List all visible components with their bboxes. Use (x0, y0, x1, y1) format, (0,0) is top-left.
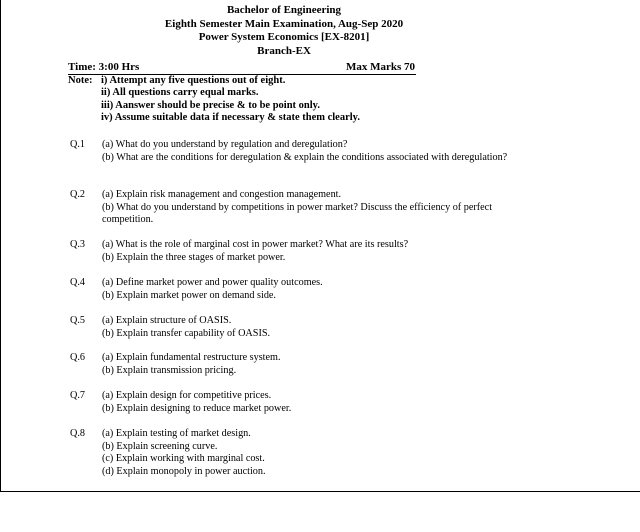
question-part: (a) Explain design for competitive prices. (102, 390, 272, 401)
question-part: (a) What is the role of marginal cost in power market? What are its results? (102, 239, 409, 250)
question-part: (a) Explain fundamental restructure system. (102, 352, 281, 363)
question-part: (a) Define market power and power quality outcomes. (102, 277, 323, 288)
page-left-border (0, 0, 1, 492)
note-label: Note: (68, 75, 93, 86)
instructions-note (68, 75, 408, 123)
question-part: (b) Explain market power on demand side. (102, 289, 276, 301)
question-part: (a) Explain risk management and congestion management. (102, 189, 342, 200)
question-number: Q.8 (70, 428, 85, 439)
page-bottom-border (0, 491, 640, 492)
question-part: (b) Explain screening curve. (102, 440, 218, 452)
question-number: Q.4 (70, 277, 85, 288)
max-marks: Max Marks 70 (345, 61, 415, 73)
note-item: iv) Assume suitable data if necessary & state them clearly. (101, 111, 360, 123)
question-part: (a) What do you understand by regulation and deregulation? (102, 139, 348, 150)
subject-title: Power System Economics [EX-8201] (198, 31, 370, 43)
note-item: i) Attempt any five questions out of eight. (101, 75, 286, 86)
question-number: Q.1 (70, 139, 85, 150)
branch-title: Branch-EX (257, 44, 311, 57)
note-items (101, 75, 360, 123)
time-allowed: Time: 3:00 Hrs (68, 61, 140, 73)
question-part: (d) Explain monopoly in power auction. (102, 465, 266, 477)
question-part: (a) Explain structure of OASIS. (102, 315, 232, 326)
question-part: (c) Explain working with marginal cost. (102, 453, 265, 465)
exam-title: Eighth Semester Main Examination, Aug-Sep 2020 (164, 17, 404, 30)
question-number: Q.6 (70, 352, 85, 363)
note-item: ii) All questions carry equal marks. (101, 87, 259, 99)
time-marks-row (68, 61, 416, 75)
exam-header (0, 4, 568, 58)
degree-title: Bachelor of Engineering (226, 4, 342, 16)
question-part: (b) Explain transmission pricing. (102, 364, 237, 376)
question-part: (b) Explain the three stages of market power. (102, 251, 286, 263)
question-part: (b) What do you understand by competitions in power market? Discuss the efficiency of perfect competition. (102, 201, 493, 226)
question-number: Q.3 (70, 239, 85, 250)
question-number: Q.7 (70, 390, 85, 401)
question-part: (b) Explain designing to reduce market power. (102, 402, 292, 414)
question-number: Q.5 (70, 315, 85, 326)
note-item: iii) Aanswer should be precise & to be point only. (101, 99, 320, 111)
question-part: (a) Explain testing of market design. (102, 428, 251, 439)
question-part: (b) What are the conditions for deregulation & explain the conditions associated with deregulation? (102, 151, 508, 163)
question-part: (b) Explain transfer capability of OASIS. (102, 327, 271, 339)
question-number: Q.2 (70, 189, 85, 200)
